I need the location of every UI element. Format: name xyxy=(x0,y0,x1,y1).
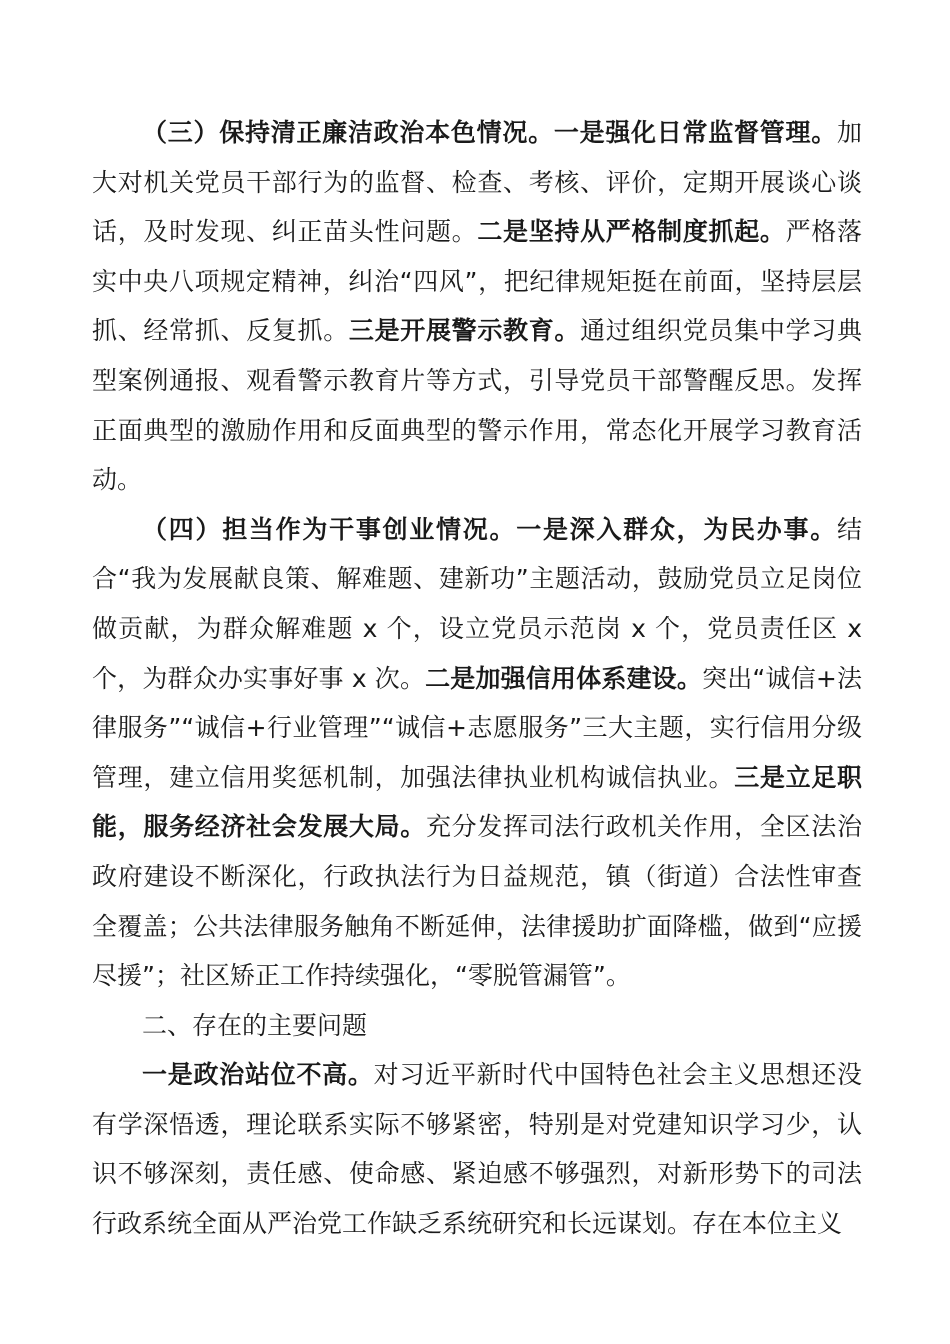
section-heading-text: 二、存在的主要问题 xyxy=(142,1010,368,1040)
paragraph-section-4 xyxy=(92,505,862,1001)
section-4-heading: （四）担当作为干事创业情况。一是深入群众，为民办事。 xyxy=(142,514,837,544)
point-2-heading: 二是加强信用体系建设。 xyxy=(425,663,703,693)
paragraph-section-3 xyxy=(92,108,862,505)
body-text: 结合“我为发展献良策、解难题、建新功”主题活动，鼓励党员立足岗位做贡献，为群众解难题 x 个，设立党员示范岗 x 个，党员责任区 x 个，为群众办实事好事 x 次。 xyxy=(92,514,862,693)
body-text: 充分发挥司法行政机关作用，全区法治政府建设不断深化，行政执法行为日益规范，镇（街道）合法性审查全覆盖；公共法律服务触角不断延伸，法律援助扩面降槛，做到“应援尽援”；社区矫正工作持续强化，“零脱管漏管”。 xyxy=(92,812,862,991)
point-2-heading: 二是坚持从严格制度抓起。 xyxy=(477,217,786,247)
section-3-heading: （三）保持清正廉洁政治本色情况。一是强化日常监督管理。 xyxy=(142,118,837,147)
body-text: 严格落实中央八项规定精神，纠治“四风”，把纪律规矩挺在前面，坚持层层抓、经常抓、反复抓。 xyxy=(92,217,862,346)
body-text: 突出“诚信+法律服务”“诚信+行业管理”“诚信+志愿服务”三大主题，实行信用分级管理，建立信用奖惩机制，加强法律执业机构诚信执业。 xyxy=(92,663,862,792)
document-page xyxy=(92,108,862,1249)
point-3-heading: 三是开展警示教育。 xyxy=(348,316,581,346)
problem-1-heading: 一是政治站位不高。 xyxy=(142,1060,374,1090)
body-text: 加大对机关党员干部行为的监督、检查、考核、评价，定期开展谈心谈话，及时发现、纠正苗头性问题。 xyxy=(92,118,862,247)
paragraph-problem-1 xyxy=(92,1050,862,1248)
section-heading-problems xyxy=(92,1001,862,1051)
point-3-heading: 三是立足职能，服务经济社会发展大局。 xyxy=(92,762,862,842)
body-text: 对习近平新时代中国特色社会主义思想还没有学深悟透，理论联系实际不够紧密，特别是对党建知识学习少，认识不够深刻，责任感、使命感、紧迫感不够强烈，对新形势下的司法行政系统全面从严治党工作缺乏系统研究和长远谋划。存在本位主义 xyxy=(92,1060,862,1239)
body-text: 通过组织党员集中学习典型案例通报、观看警示教育片等方式，引导党员干部警醒反思。发挥正面典型的激励作用和反面典型的警示作用，常态化开展学习教育活动。 xyxy=(92,316,862,495)
